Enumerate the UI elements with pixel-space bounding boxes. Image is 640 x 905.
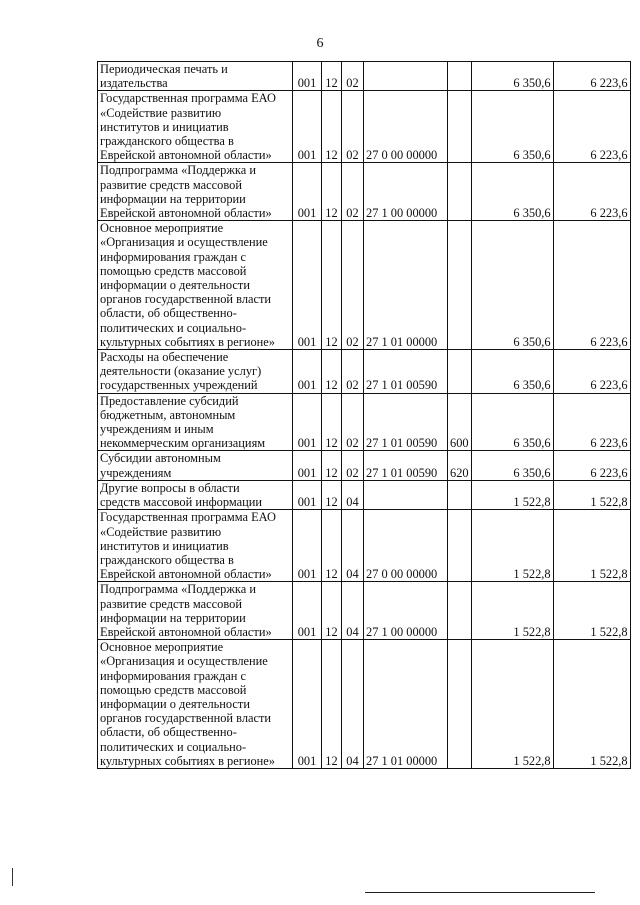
section-code-cell: 12 xyxy=(322,582,342,640)
item-name-line: области, об общественно- xyxy=(100,725,237,740)
target-article-cell: 27 0 00 00000 xyxy=(364,510,448,582)
item-name-line: Еврейской автономной области» xyxy=(100,148,272,163)
ved-code-cell: 001 xyxy=(293,221,322,350)
expense-type-cell: 600 xyxy=(448,393,472,451)
item-name-line: культурных событиях в регионе» xyxy=(100,334,275,349)
amount-cell-1: 6 350,6 xyxy=(471,350,553,394)
item-name-line: «Содействие развитию xyxy=(100,524,222,539)
item-name-line: политических и социально- xyxy=(100,739,247,754)
item-name-cell xyxy=(98,350,293,394)
item-name-line: гражданского общества в xyxy=(100,134,234,149)
table-row xyxy=(98,221,631,350)
expense-type-cell xyxy=(448,510,472,582)
subsection-code-cell: 02 xyxy=(342,451,364,480)
section-code-cell: 12 xyxy=(322,62,342,91)
item-name-line: Основное мероприятие xyxy=(100,640,224,655)
target-article-cell: 27 1 01 00590 xyxy=(364,451,448,480)
item-name-line: информирования граждан с xyxy=(100,668,246,683)
item-name-line: некоммерческим организациям xyxy=(100,436,266,451)
subsection-code-cell: 04 xyxy=(342,582,364,640)
item-name-line: помощью средств массовой xyxy=(100,263,247,278)
section-code-cell: 12 xyxy=(322,480,342,509)
section-code-cell: 12 xyxy=(322,350,342,394)
item-name-line: Подпрограмма «Поддержка и xyxy=(100,582,256,597)
item-name-cell xyxy=(98,163,293,221)
item-name-line: Основное мероприятие xyxy=(100,221,224,236)
item-name-line: бюджетным, автономным xyxy=(100,407,236,422)
item-name-line: органов государственной власти xyxy=(100,292,272,307)
expense-type-cell xyxy=(448,62,472,91)
table-row xyxy=(98,62,631,91)
item-name-cell xyxy=(98,480,293,509)
item-name-line: учреждениям и иным xyxy=(100,422,214,437)
section-code-cell: 12 xyxy=(322,91,342,163)
section-code-cell: 12 xyxy=(322,221,342,350)
table-row xyxy=(98,163,631,221)
expense-type-cell xyxy=(448,221,472,350)
amount-cell-1: 1 522,8 xyxy=(471,582,553,640)
section-code-cell: 12 xyxy=(322,510,342,582)
item-name-line: органов государственной власти xyxy=(100,711,272,726)
expense-type-cell xyxy=(448,640,472,769)
table-row xyxy=(98,91,631,163)
item-name-line: Субсидии автономным xyxy=(100,451,221,466)
item-name-line: Другие вопросы в области xyxy=(100,480,240,495)
item-name-line: Государственная программа ЕАО xyxy=(100,510,276,525)
amount-cell-2: 6 223,6 xyxy=(553,62,630,91)
item-name-line: Подпрограмма «Поддержка и xyxy=(100,163,256,178)
item-name-line: средств массовой информации xyxy=(100,495,262,510)
target-article-cell: 27 0 00 00000 xyxy=(364,91,448,163)
table-row xyxy=(98,582,631,640)
item-name-line: институтов и инициатив xyxy=(100,119,229,134)
ved-code-cell: 001 xyxy=(293,393,322,451)
amount-cell-2: 6 223,6 xyxy=(553,451,630,480)
item-name-line: «Организация и осуществление xyxy=(100,654,268,669)
expense-type-cell xyxy=(448,350,472,394)
amount-cell-2: 1 522,8 xyxy=(553,480,630,509)
item-name-line: Расходы на обеспечение xyxy=(100,350,229,365)
table-row xyxy=(98,451,631,480)
amount-cell-1: 6 350,6 xyxy=(471,393,553,451)
item-name-line: учреждениям xyxy=(100,465,172,480)
expense-type-cell xyxy=(448,91,472,163)
amount-cell-2: 6 223,6 xyxy=(553,221,630,350)
target-article-cell xyxy=(364,480,448,509)
item-name-line: развитие средств массовой xyxy=(100,596,242,611)
target-article-cell: 27 1 00 00000 xyxy=(364,163,448,221)
amount-cell-1: 1 522,8 xyxy=(471,480,553,509)
page-number: 6 xyxy=(316,36,324,51)
amount-cell-1: 6 350,6 xyxy=(471,163,553,221)
amount-cell-1: 1 522,8 xyxy=(471,510,553,582)
target-article-cell: 27 1 00 00000 xyxy=(364,582,448,640)
item-name-line: Еврейской автономной области» xyxy=(100,567,272,582)
table-body xyxy=(98,62,631,769)
item-name-line: издательства xyxy=(100,76,168,91)
ved-code-cell: 001 xyxy=(293,640,322,769)
subsection-code-cell: 02 xyxy=(342,163,364,221)
amount-cell-1: 1 522,8 xyxy=(471,640,553,769)
amount-cell-2: 6 223,6 xyxy=(553,163,630,221)
item-name-line: Государственная программа ЕАО xyxy=(100,91,276,106)
table-row xyxy=(98,393,631,451)
table-row xyxy=(98,480,631,509)
item-name-cell xyxy=(98,451,293,480)
expense-type-cell xyxy=(448,480,472,509)
subsection-code-cell: 02 xyxy=(342,91,364,163)
target-article-cell: 27 1 01 00000 xyxy=(364,221,448,350)
amount-cell-2: 1 522,8 xyxy=(553,582,630,640)
margin-mark xyxy=(12,868,13,886)
subsection-code-cell: 04 xyxy=(342,510,364,582)
item-name-cell xyxy=(98,62,293,91)
item-name-line: информации о деятельности xyxy=(100,278,250,293)
amount-cell-2: 1 522,8 xyxy=(553,640,630,769)
item-name-line: гражданского общества в xyxy=(100,552,234,567)
subsection-code-cell: 04 xyxy=(342,640,364,769)
amount-cell-1: 6 350,6 xyxy=(471,451,553,480)
expense-type-cell xyxy=(448,582,472,640)
table-row xyxy=(98,640,631,769)
item-name-line: области, об общественно- xyxy=(100,306,237,321)
item-name-line: Периодическая печать и xyxy=(100,62,228,76)
item-name-line: государственных учреждений xyxy=(100,378,258,393)
subsection-code-cell: 02 xyxy=(342,221,364,350)
amount-cell-1: 6 350,6 xyxy=(471,91,553,163)
item-name-line: культурных событиях в регионе» xyxy=(100,753,275,768)
ved-code-cell: 001 xyxy=(293,510,322,582)
item-name-line: политических и социально- xyxy=(100,320,247,335)
ved-code-cell: 001 xyxy=(293,480,322,509)
item-name-line: деятельности (оказание услуг) xyxy=(100,364,262,379)
item-name-line: информации на территории xyxy=(100,191,246,206)
amount-cell-2: 6 223,6 xyxy=(553,350,630,394)
subsection-code-cell: 02 xyxy=(342,393,364,451)
expense-type-cell: 620 xyxy=(448,451,472,480)
section-code-cell: 12 xyxy=(322,640,342,769)
section-code-cell: 12 xyxy=(322,451,342,480)
subsection-code-cell: 02 xyxy=(342,350,364,394)
item-name-cell xyxy=(98,640,293,769)
item-name-cell xyxy=(98,221,293,350)
item-name-cell xyxy=(98,582,293,640)
item-name-line: «Содействие развитию xyxy=(100,105,222,120)
budget-table xyxy=(97,61,631,769)
amount-cell-1: 6 350,6 xyxy=(471,221,553,350)
ved-code-cell: 001 xyxy=(293,91,322,163)
target-article-cell: 27 1 01 00590 xyxy=(364,350,448,394)
item-name-line: институтов и инициатив xyxy=(100,538,229,553)
subsection-code-cell: 02 xyxy=(342,62,364,91)
item-name-cell xyxy=(98,393,293,451)
item-name-line: помощью средств массовой xyxy=(100,682,247,697)
section-code-cell: 12 xyxy=(322,393,342,451)
item-name-line: развитие средств массовой xyxy=(100,177,242,192)
item-name-cell xyxy=(98,510,293,582)
item-name-line: информации о деятельности xyxy=(100,696,250,711)
amount-cell-2: 6 223,6 xyxy=(553,91,630,163)
ved-code-cell: 001 xyxy=(293,350,322,394)
item-name-line: информации на территории xyxy=(100,610,246,625)
item-name-cell xyxy=(98,91,293,163)
item-name-line: Еврейской автономной области» xyxy=(100,206,272,221)
target-article-cell: 27 1 01 00590 xyxy=(364,393,448,451)
item-name-line: информирования граждан с xyxy=(100,249,246,264)
section-code-cell: 12 xyxy=(322,163,342,221)
subsection-code-cell: 04 xyxy=(342,480,364,509)
amount-cell-1: 6 350,6 xyxy=(471,62,553,91)
footer-rule xyxy=(365,892,595,893)
ved-code-cell: 001 xyxy=(293,62,322,91)
table-row xyxy=(98,350,631,394)
target-article-cell: 27 1 01 00000 xyxy=(364,640,448,769)
target-article-cell xyxy=(364,62,448,91)
amount-cell-2: 6 223,6 xyxy=(553,393,630,451)
table-row xyxy=(98,510,631,582)
item-name-line: Еврейской автономной области» xyxy=(100,624,272,639)
item-name-line: «Организация и осуществление xyxy=(100,235,268,250)
expense-type-cell xyxy=(448,163,472,221)
ved-code-cell: 001 xyxy=(293,163,322,221)
ved-code-cell: 001 xyxy=(293,582,322,640)
amount-cell-2: 1 522,8 xyxy=(553,510,630,582)
ved-code-cell: 001 xyxy=(293,451,322,480)
item-name-line: Предоставление субсидий xyxy=(100,393,239,408)
